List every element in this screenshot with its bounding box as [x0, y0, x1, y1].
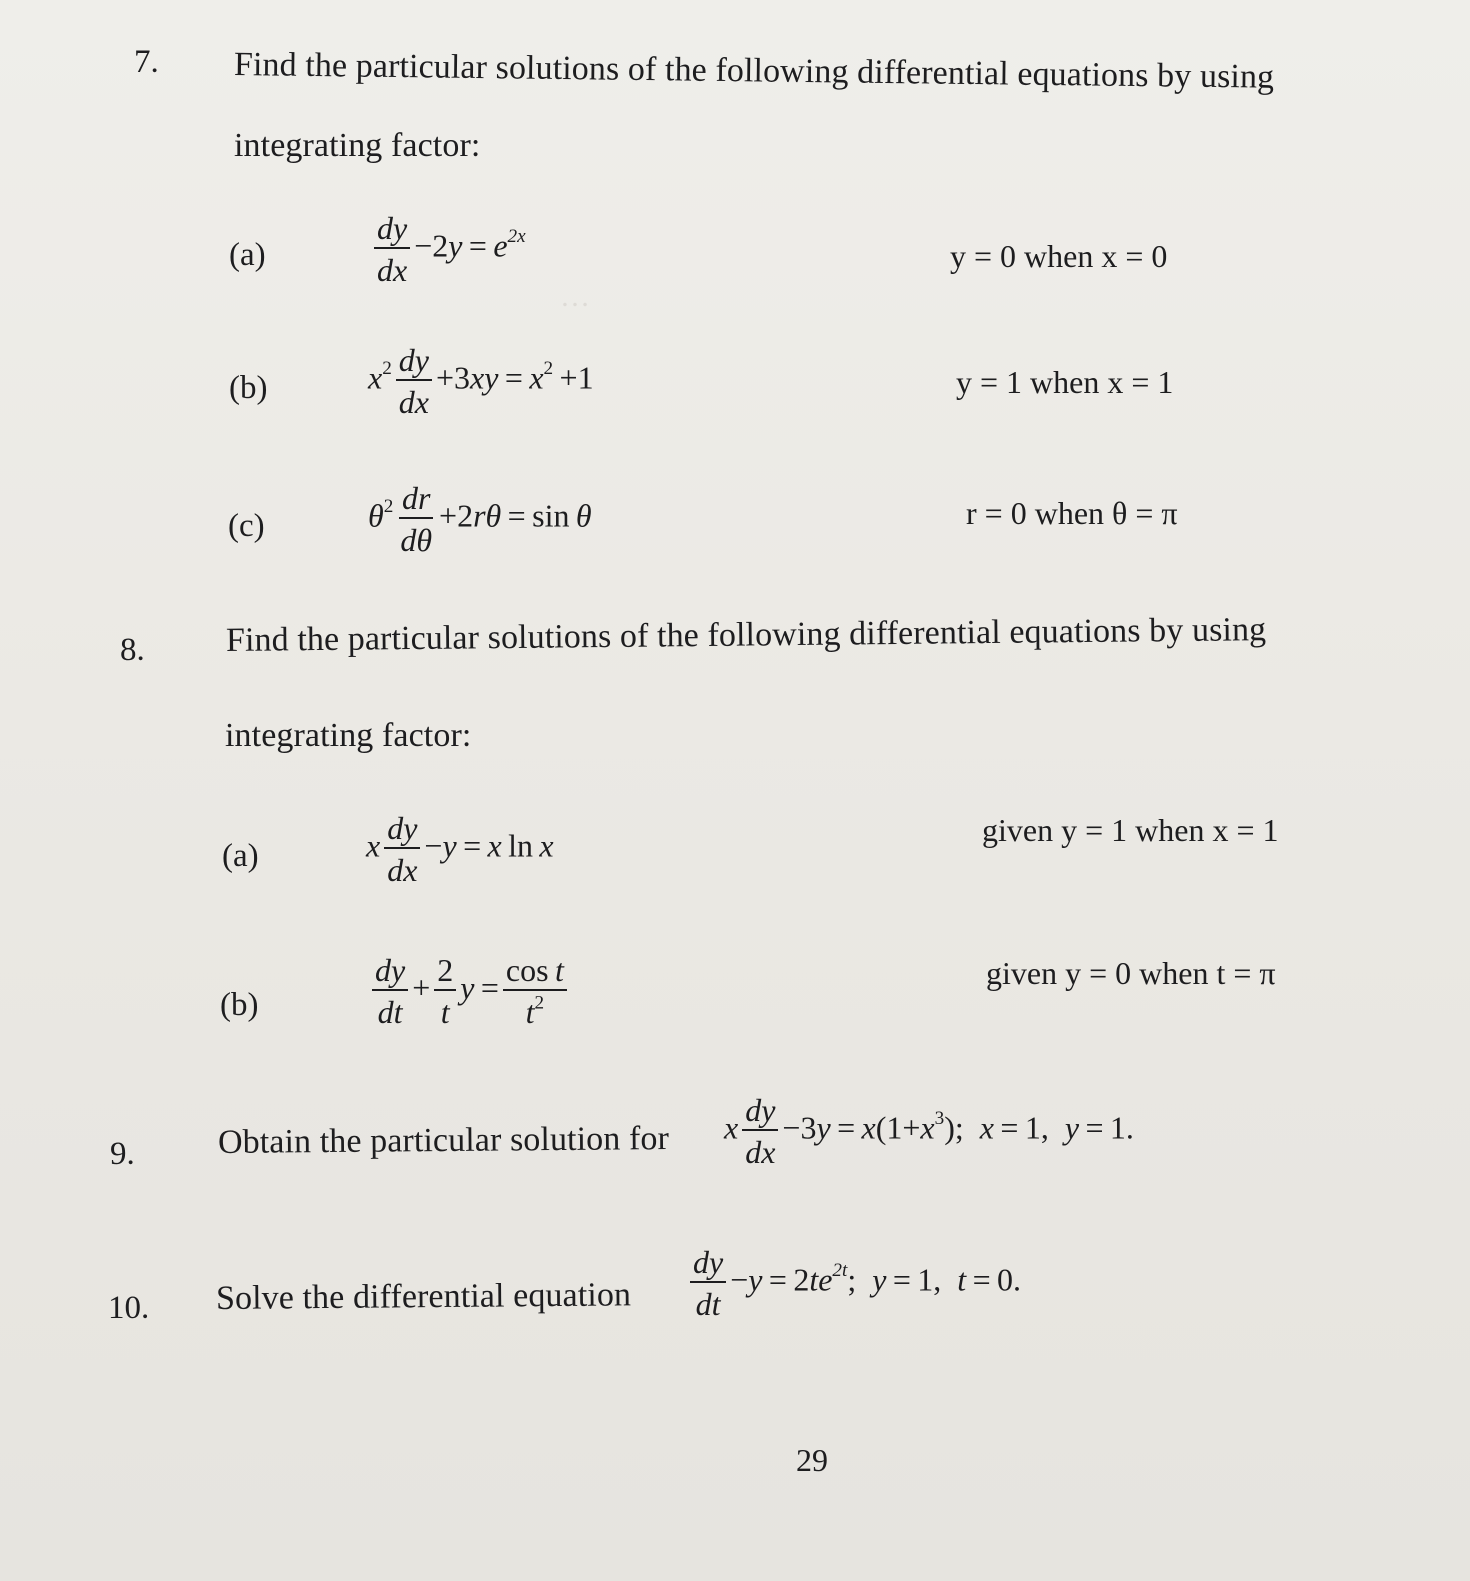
- question-8-intro-line2: integrating factor:: [225, 717, 472, 754]
- question-7a-condition: y = 0 when x = 0: [950, 238, 1168, 274]
- question-8-intro-line1: Find the particular solutions of the following differential equations by using: [225, 611, 1267, 659]
- question-7b-label: (b): [229, 370, 268, 406]
- question-8a-equation: x $\frac{dy}{dx}$ −y = x ln x: [366, 810, 554, 888]
- question-7a-label: (a): [229, 237, 266, 273]
- question-9-text: Obtain the particular solution for: [217, 1120, 670, 1161]
- question-7b-condition: y = 1 when x = 1: [956, 364, 1174, 400]
- question-10-equation: $\frac{dy}{dt}$ $-y = 2te^{2t}$; y = 1, t = 0.: [686, 1246, 1021, 1320]
- question-7-intro-line1: Find the particular solutions of the following differential equations by using: [233, 46, 1275, 96]
- page-number: 29: [796, 1442, 828, 1478]
- question-9-number: 9.: [110, 1136, 135, 1172]
- question-7a-equation: $\frac{dy}{dx}$ $-2y = e^{2x}$: [370, 212, 526, 286]
- question-7c-label: (c): [228, 508, 265, 544]
- question-7c-equation: $\theta^2$ $\frac{dr}{d\theta}$ +2rθ = sin θ: [368, 480, 592, 558]
- question-8b-label: (b): [220, 987, 259, 1023]
- question-8b-condition: given y = 0 when t = π: [986, 955, 1276, 991]
- question-8b-equation: $\frac{dy}{dt}$ + $\frac{2}{t}$ y = $\frac{\text{cos t}}{t^2}$: [368, 954, 571, 1028]
- question-7-number: 7.: [134, 44, 159, 80]
- question-8-number: 8.: [120, 632, 145, 668]
- question-7b-equation: $x^2$ $\frac{dy}{dx}$ $+3xy = x^2 +1$: [368, 342, 594, 420]
- question-8a-label: (a): [222, 838, 259, 874]
- question-7-intro-line2: integrating factor:: [234, 127, 481, 164]
- question-10-text: Solve the differential equation: [215, 1276, 632, 1317]
- question-8a-condition: given y = 1 when x = 1: [982, 812, 1279, 848]
- question-9-equation: x $\frac{dy}{dx}$ $-3y = x(1+x^3)$; x = 1, y = 1.: [724, 1092, 1134, 1170]
- question-7c-condition: r = 0 when θ = π: [966, 495, 1178, 531]
- question-10-number: 10.: [108, 1290, 150, 1326]
- show-through: …: [560, 280, 590, 313]
